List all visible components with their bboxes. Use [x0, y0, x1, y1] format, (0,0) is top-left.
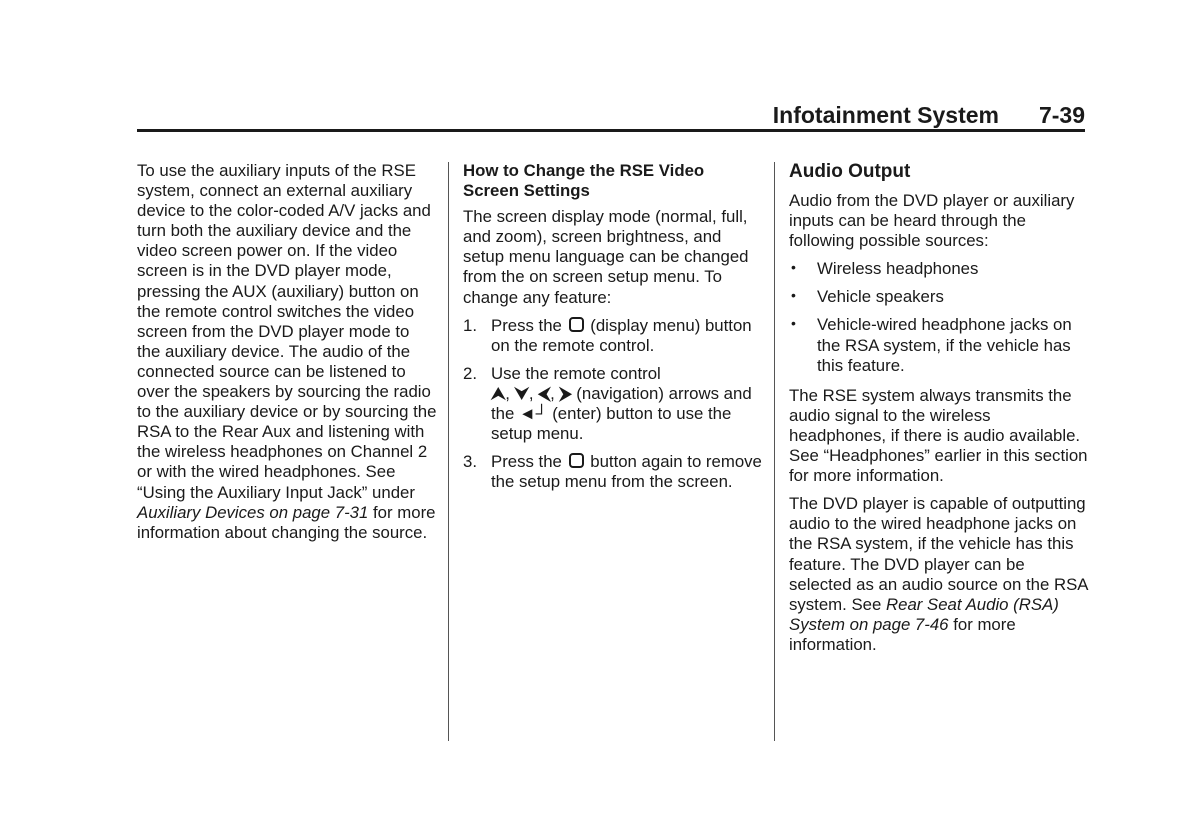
right-arrow-icon: ⮞: [559, 383, 572, 403]
down-arrow-icon: ⮟: [514, 383, 529, 403]
paragraph-text: for more information about changing the source.: [137, 502, 436, 542]
column-2: [463, 161, 763, 502]
enter-icon: ◄┘: [519, 404, 548, 424]
step-text: (enter) button to use the setup menu.: [491, 404, 732, 444]
paragraph-text: for more information.: [789, 614, 1016, 654]
dvd-audio-paragraph: [789, 494, 1089, 655]
column-divider-1: [448, 162, 449, 741]
list-item-text: Wireless headphones: [817, 259, 979, 279]
separator: ,: [550, 383, 555, 403]
section-heading: How to Change the RSE Video Screen Settings: [463, 161, 705, 201]
step-text: (navigation) arrows and the: [491, 383, 752, 424]
step-number: 2.: [463, 363, 477, 383]
step-text: Press the: [491, 452, 562, 472]
list-item: [789, 315, 1089, 375]
paragraph-text: The DVD player is capable of outputting audio to the wired headphone jacks on the RSA system, if the vehicle has this feature. The DVD player can be selected as an audio source on the RSA system. See: [789, 494, 1088, 614]
section-heading: Audio Output: [789, 161, 911, 182]
bullet-icon: •: [791, 315, 796, 332]
step-number: 1.: [463, 315, 477, 335]
list-item-text: Vehicle speakers: [817, 287, 944, 307]
intro-paragraph: The screen display mode (normal, full, and zoom), screen brightness, and setup menu language can be changed from the on screen setup menu. To change any feature:: [463, 207, 749, 307]
separator: ,: [505, 383, 510, 403]
bullet-icon: •: [791, 259, 796, 276]
up-arrow-icon: ⮝: [491, 383, 506, 403]
step-2: [463, 364, 763, 444]
intro-paragraph: Audio from the DVD player or auxiliary inputs can be heard through the following possible sources:: [789, 191, 1075, 251]
display-menu-button-icon: [569, 317, 584, 332]
steps-list: [463, 316, 763, 493]
bullet-list: [789, 259, 1089, 375]
step-text: (display menu) button on the remote control.: [491, 315, 752, 355]
aux-input-paragraph: [137, 161, 437, 543]
cross-reference: Auxiliary Devices on page 7-31: [137, 502, 369, 522]
step-3: [463, 452, 763, 492]
step-text: Press the: [491, 315, 562, 335]
page-header: [137, 98, 1085, 130]
step-number: 3.: [463, 452, 477, 472]
paragraph-text: To use the auxiliary inputs of the RSE system, connect an external auxiliary device to the color-coded A/V jacks and turn both the auxiliary device and the video screen power on. If the video screen is in the DVD player mode, pressing the AUX (auxiliary) button on the remote control switches the video screen from the DVD player mode to the auxiliary device. The audio of the connected source can be listened to over the speakers by sourcing the radio to the auxiliary device or by sourcing the RSA to the Rear Aux and listening with the wireless headphones on Channel 2 or with the wired headphones. See “Using the Auxiliary Input Jack” under: [137, 161, 437, 502]
column-divider-2: [774, 162, 775, 741]
display-menu-button-icon: [569, 453, 584, 468]
list-item: [789, 259, 1089, 279]
list-item-text: Vehicle-wired headphone jacks on the RSA system, if the vehicle has this feature.: [817, 315, 1072, 375]
separator: ,: [528, 383, 534, 403]
list-item: [789, 287, 1089, 307]
header-rule: [137, 129, 1085, 132]
step-text: Use the remote control: [491, 363, 661, 383]
step-1: [463, 316, 763, 356]
column-3: [789, 161, 1089, 663]
bullet-icon: •: [791, 287, 796, 304]
cross-reference: Rear Seat Audio (RSA) System on page 7-46: [789, 594, 1059, 634]
step-text: button again to remove the setup menu from the screen.: [491, 452, 762, 492]
left-arrow-icon: ⮜: [538, 383, 551, 403]
column-1: [137, 161, 437, 551]
transmit-paragraph: The RSE system always transmits the audio signal to the wireless headphones, if there is audio available. See “Headphones” earlier in this section for more information.: [789, 385, 1088, 486]
page-number: 7-39: [1038, 102, 1085, 128]
section-title: Infotainment System: [772, 102, 999, 128]
